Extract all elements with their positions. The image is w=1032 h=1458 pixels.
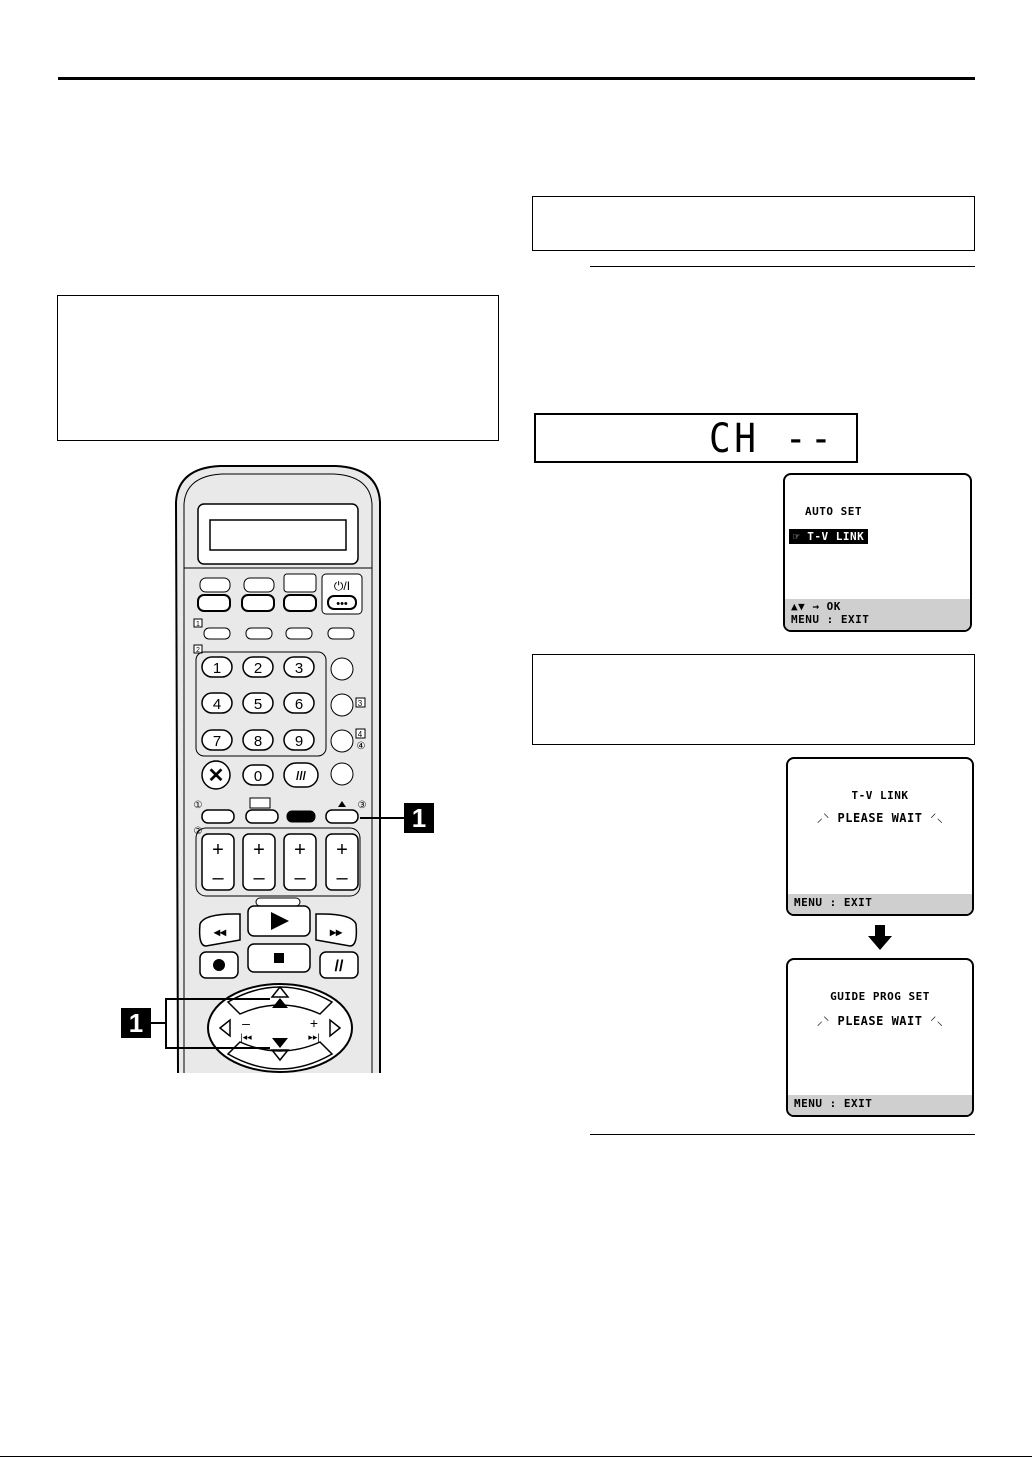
step-callout-remote-left: 1 (121, 1008, 151, 1038)
svg-text:–: – (253, 867, 265, 889)
svg-text:②: ② (193, 826, 203, 837)
flash-left-icon: ⸝⸌ (816, 1014, 838, 1028)
svg-text:+: + (309, 1015, 319, 1031)
svg-text:3: 3 (357, 699, 363, 708)
svg-text:6: 6 (294, 696, 304, 713)
menu-pointer-icon: ☞ (793, 530, 808, 543)
please-wait-flashing-2: ⸝⸌ PLEASE WAIT ⸍⸜ (816, 1014, 944, 1028)
vcr-display-text: CH -- (708, 416, 835, 462)
svg-text:+: + (336, 839, 348, 861)
menu-footer-nav: ▲▼ → OK (791, 600, 841, 613)
svg-text:7: 7 (212, 733, 222, 750)
menu-footer-exit: MENU : EXIT (791, 613, 870, 626)
svg-text:•••: ••• (336, 598, 348, 610)
svg-text:⏻/I: ⏻/I (333, 579, 351, 593)
please-wait-flashing: ⸝⸌ PLEASE WAIT ⸍⸜ (816, 811, 944, 825)
flash-right-icon: ⸍⸜ (922, 811, 944, 825)
svg-text:+: + (253, 839, 265, 861)
svg-text:0: 0 (253, 768, 263, 785)
guide-prog-footer: MENU : EXIT (788, 1095, 972, 1115)
menu-item-auto-set: AUTO SET (805, 505, 862, 518)
tv-link-title: T-V LINK (851, 789, 909, 802)
flash-right-icon: ⸍⸜ (922, 1014, 944, 1028)
svg-text:9: 9 (294, 733, 304, 750)
svg-text:4: 4 (357, 730, 363, 739)
tv-link-footer: MENU : EXIT (788, 894, 972, 914)
flash-left-icon: ⸝⸌ (816, 811, 838, 825)
svg-text:2: 2 (253, 660, 263, 677)
svg-text:③: ③ (357, 800, 367, 811)
svg-text:2: 2 (196, 647, 200, 654)
svg-text:◂◂: ◂◂ (213, 925, 227, 939)
svg-text:④: ④ (356, 741, 366, 752)
svg-text:–: – (242, 1015, 250, 1031)
svg-text:–: – (336, 867, 348, 889)
svg-text:✕: ✕ (207, 765, 225, 787)
menu-item-tv-link: ☞ T-V LINK (789, 529, 868, 544)
svg-text:①: ① (193, 800, 203, 811)
step-callout-remote-right: 1 (404, 803, 434, 833)
svg-text:+: + (212, 839, 224, 861)
footer-rule (0, 1456, 1032, 1457)
svg-text:8: 8 (253, 733, 263, 750)
svg-text:▸▸: ▸▸ (329, 925, 343, 939)
svg-text:▸▸|: ▸▸| (308, 1032, 320, 1042)
svg-text:4: 4 (212, 696, 222, 713)
svg-text:|◂◂: |◂◂ (240, 1032, 252, 1042)
svg-text://: // (334, 958, 344, 975)
guide-prog-title: GUIDE PROG SET (830, 990, 930, 1003)
svg-text:1: 1 (212, 660, 222, 677)
svg-text:–: – (212, 867, 224, 889)
svg-text:///: /// (295, 769, 307, 783)
svg-text:–: – (294, 867, 306, 889)
svg-text:5: 5 (253, 696, 263, 713)
svg-text:3: 3 (294, 660, 304, 677)
svg-text:+: + (294, 839, 306, 861)
svg-text:1: 1 (196, 621, 200, 628)
